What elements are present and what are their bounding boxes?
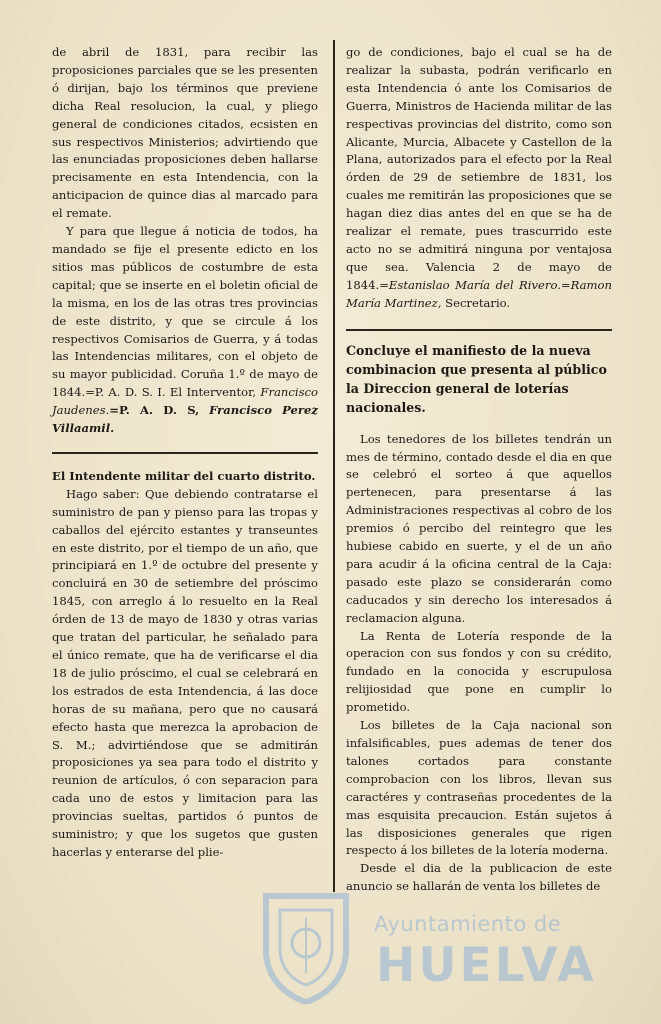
right-column bbox=[346, 44, 612, 896]
watermark-line-2: HUELVA bbox=[376, 938, 597, 993]
right-signature-1: Estanislao María del Rivero. bbox=[388, 277, 561, 292]
right-para-1-text: go de condiciones, bajo el cual se ha de realizar la subasta, podrán verificarlo en esta Intendencia ó ante los Comisarios de Guerra, Ministros de Hacienda militar de las respectivas provincias del distrito, como son Alicante, Murcia, Albacete y Castellon de la Plana, autorizados para el efecto por la Real órden de 29 de setiembre de 1831, los cuales me remitirán las proposiciones que se hagan diez dias antes del en que se ha de realizar el remate, pues trascurrido este acto no se admitirá ninguna por ventajosa que sea. Valencia 2 de mayo de 1844.= bbox=[346, 45, 612, 292]
right-para-2: Los tenedores de los billetes tendrán un mes de término, contado desde el dia en que se celebró el sorteo á que aquellos pertenecen, para presentarse á las Administraciones respectivas al cobro de los premios ó percibo del reintegro que les hubiese cabido en suerte, y el de un año para acudir á la oficina central de la Caja: pasado este plazo se considerarán como caducados y sin derecho los interesados á reclamacion alguna. bbox=[346, 431, 612, 625]
right-para-1 bbox=[346, 44, 612, 313]
left-separator bbox=[52, 452, 318, 454]
right-separator bbox=[346, 329, 612, 331]
right-para-3: La Renta de Lotería responde de la operacion con sus fondos y con su crédito, fundado en la conocida y escrupulosa relijiosidad que pone en cumplir lo prometido. bbox=[346, 628, 612, 715]
left-signature-1: Francisco Jaudenes. bbox=[52, 385, 318, 418]
left-para-2-text: Y para que llegue á noticia de todos, ha mandado se fije el presente edicto en los sitios mas públicos de costumbre de esta capital; que se inserte en el boletin oficial de la misma, en los de las otras tres provincias de este distrito, y que se circule á los respectivos Comisarios de Guerra, y á todas las Intendencias militares, con el objeto de su mayor publicidad. Coruña 1.º de mayo de 1844.=P. A. D. S. I. El Interventor, bbox=[52, 224, 318, 400]
crest-icon bbox=[258, 888, 354, 1004]
left-para-2 bbox=[52, 223, 318, 438]
right-para-1-mid: = bbox=[560, 277, 571, 292]
watermark-line-1: Ayuntamiento de bbox=[374, 912, 562, 936]
right-para-1-end: Secretario. bbox=[441, 295, 511, 310]
left-column bbox=[52, 44, 318, 862]
left-para-4: Hago saber: Que debiendo contratarse el suministro de pan y pienso para las tropas y caballos del ejército estantes y transeuntes en este distrito, por el tiempo de un año, que principiará en 1.º de octubre del presente y concluirá en 30 de setiembre del próscimo 1845, con arreglo á lo resuelto en la Real órden de 13 de mayo de 1830 y otras varias que tratan del particular, he señalado para el único remate, que ha de verificarse el dia 18 de julio próscimo, el cual se celebrará en los estrados de esta Intendencia, á las doce horas de su mañana, pero que no causará efecto hasta que merezca la aprobacion de S. M.; advirtiéndose que se admitirán proposiciones ya sea para todo el distrito y reunion de artículos, ó con separacion para cada uno de estos y limitacion para las provincias sueltas, partidos ó puntos de suministro; y que los sugetos que gusten hacerlas y enterarse del plie- bbox=[52, 486, 318, 859]
column-divider bbox=[333, 40, 335, 892]
right-para-5: Desde el dia de la publicacion de este anuncio se hallarán de venta los billetes de bbox=[346, 861, 612, 894]
left-signature-2: Francisco Perez Villaamil. bbox=[52, 403, 318, 436]
left-para-2-mid: =P. A. D. S, bbox=[109, 403, 200, 418]
huelva-watermark bbox=[258, 888, 608, 1008]
left-para-1: de abril de 1831, para recibir las proposiciones parciales que se les presenten ó dirijan, bajo los términos que previene dicha Real resolucion, la cual, y pliego general de condiciones citados, ecsisten en sus respectivos Ministerios; advirtiendo que las enunciadas proposiciones deben hallarse precisamente en esta Intendencia, con la anticipacion de quince dias al marcado para el remate. bbox=[52, 45, 318, 221]
left-para-3: El Intendente militar del cuarto distrito. bbox=[52, 468, 316, 483]
right-para-4: Los billetes de la Caja nacional son infalsificables, pues ademas de tener dos talones cortados para constante comprobacion con los libros, llevan sus caractéres y contraseñas procedentes de la mas esquisita precaucion. Están sujetos á las disposiciones generales que rigen respecto á los billetes de la lotería moderna. bbox=[346, 718, 612, 858]
section-heading: Concluye el manifiesto de la nueva combinacion que presenta al público la Direccion general de loterías nacionales. bbox=[346, 342, 607, 415]
right-signature-2: Ramon María Martinez, bbox=[346, 277, 612, 310]
